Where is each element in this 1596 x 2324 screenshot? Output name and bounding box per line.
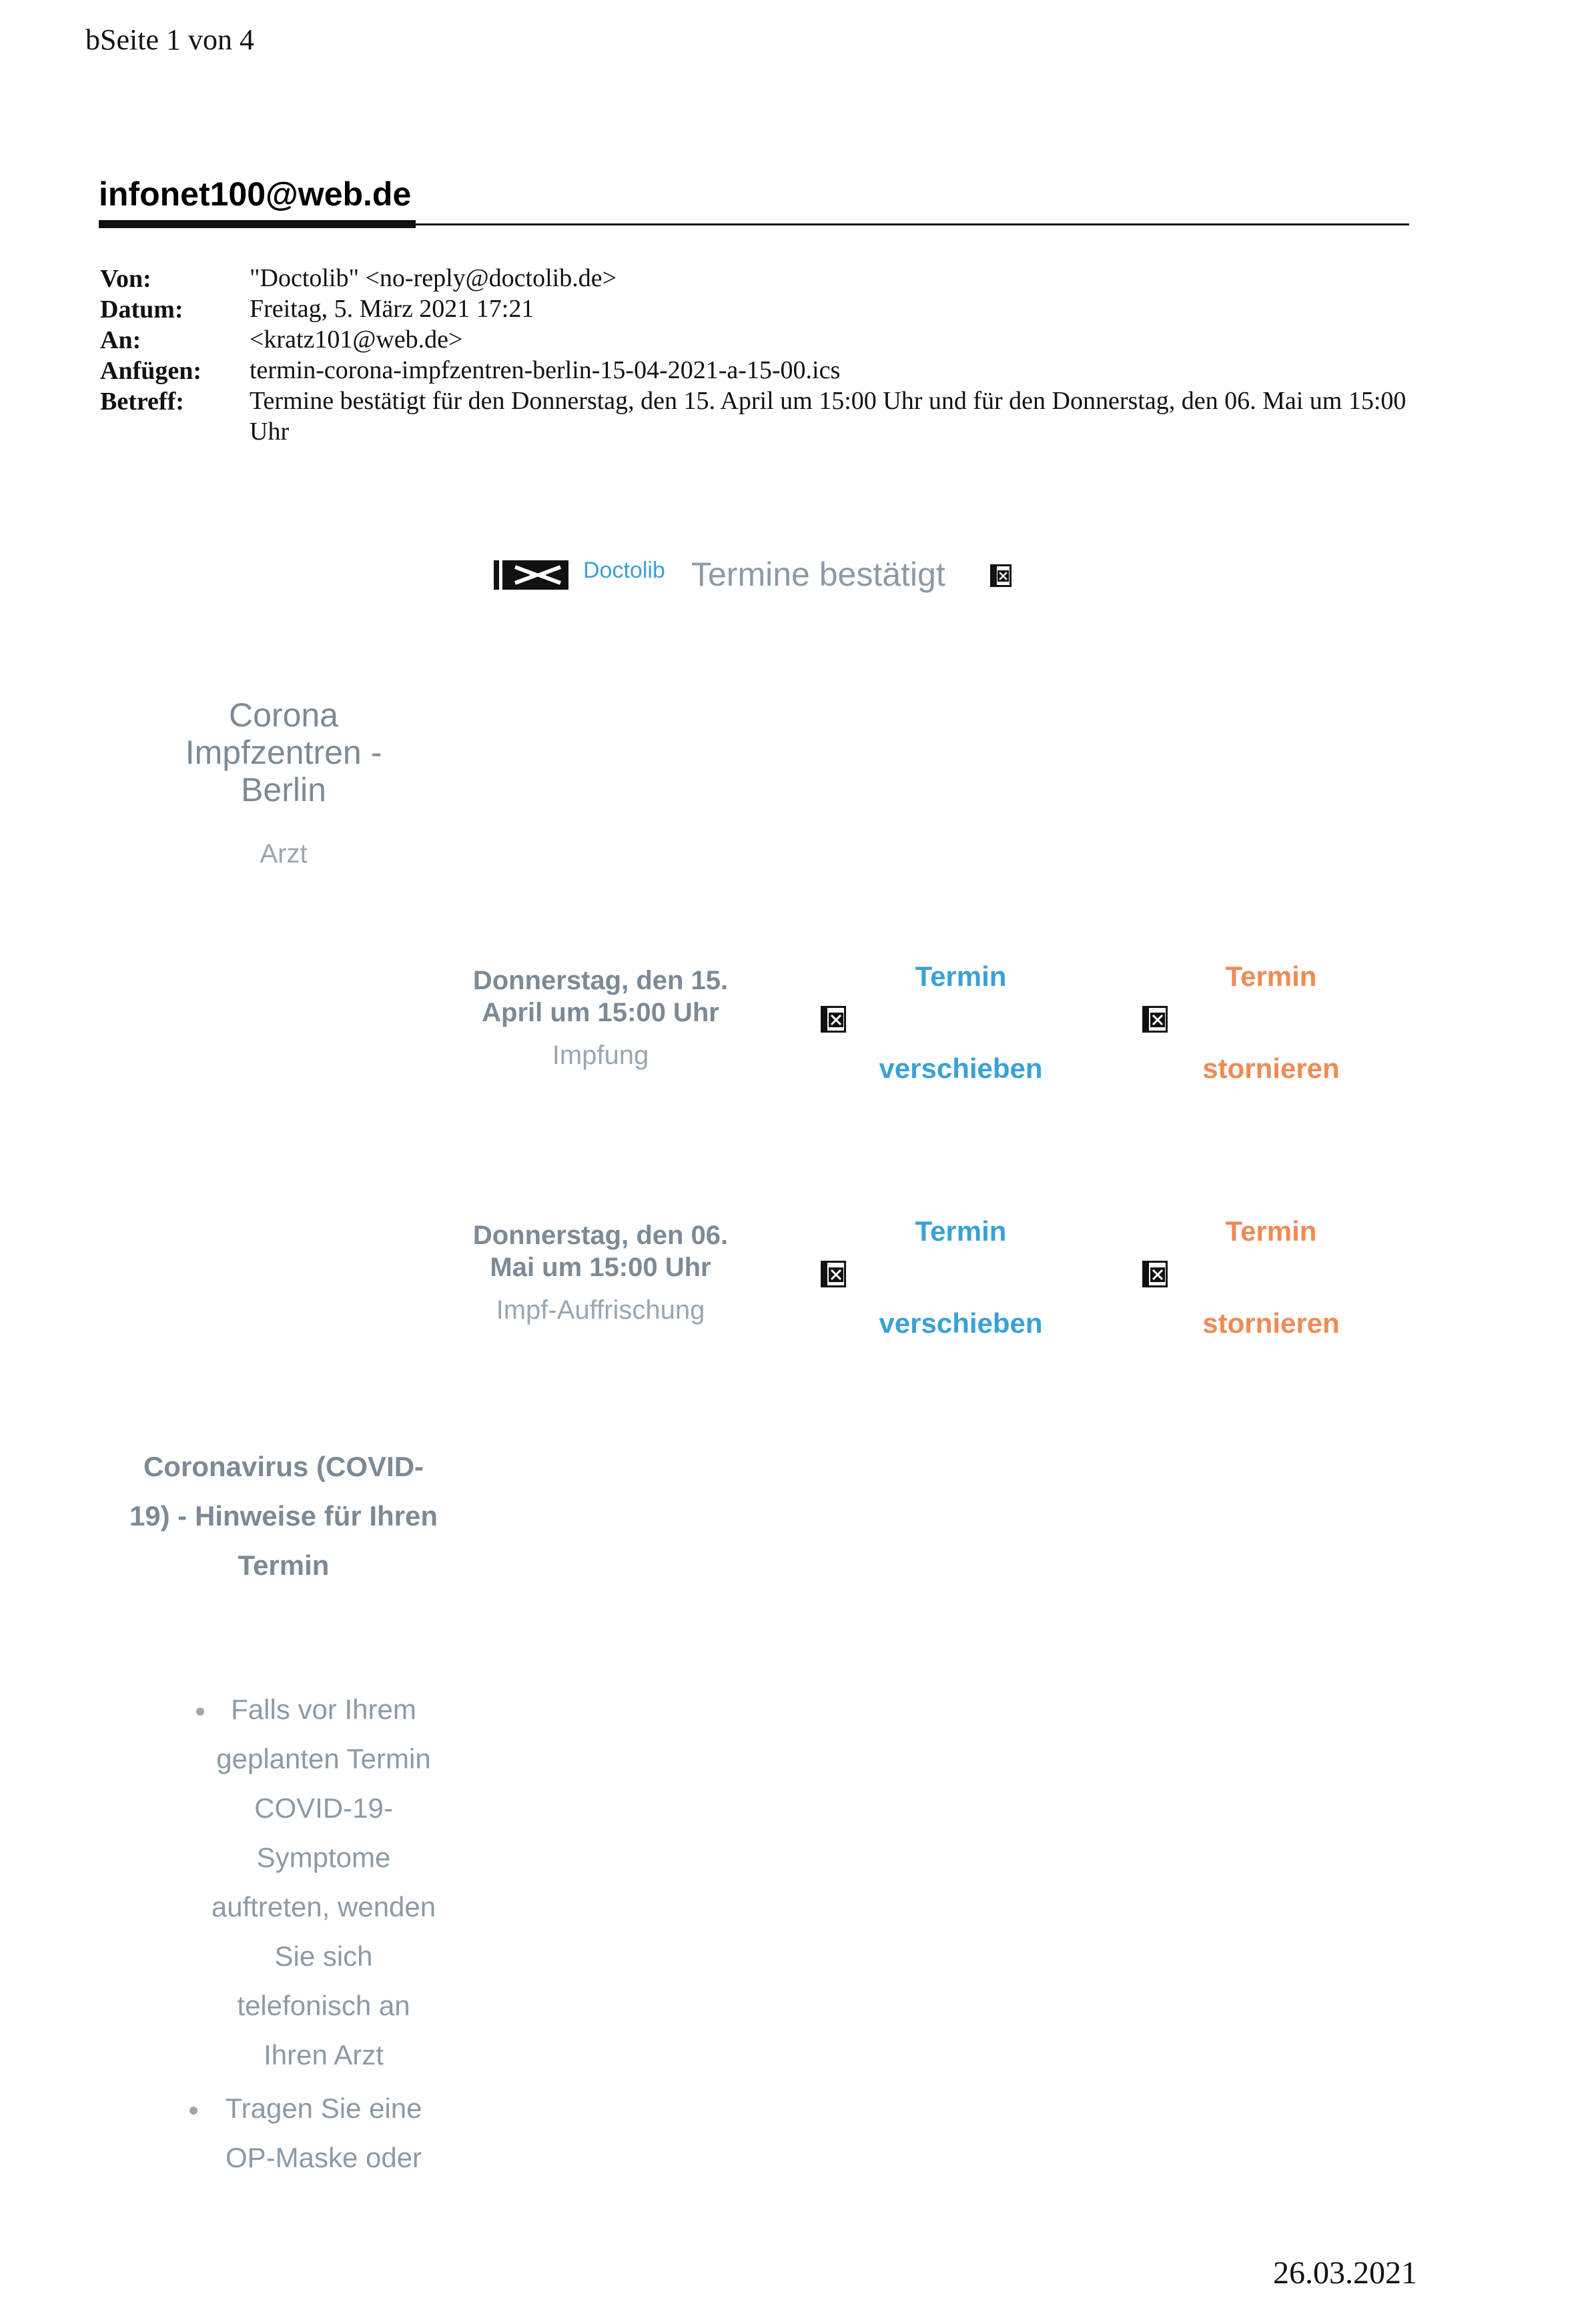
header-value-to: <kratz101@web.de> [250, 326, 463, 354]
header-label-date: Datum: [100, 296, 183, 324]
reschedule-link-bottom[interactable]: verschieben [879, 1307, 1043, 1339]
email-heading: Termine bestätigt [691, 556, 945, 593]
header-value-subject: Termine bestätigt für den Donnerstag, den 15. April um 15:00 Uhr und für den Donnerstag, den 06. Mai um 15:00 Uhr [250, 387, 1407, 446]
header-rule [99, 223, 1409, 225]
header-label-to: An: [100, 326, 141, 354]
broken-image-icon [821, 1006, 846, 1033]
appointment-date: Donnerstag, den 06. Mai um 15:00 Uhr [472, 1221, 729, 1282]
practice-role: Arzt [260, 839, 308, 868]
page-number-header: bSeite 1 von 4 [85, 23, 254, 56]
header-value-date: Freitag, 5. März 2021 17:21 [250, 295, 534, 323]
bullet-dot [196, 1708, 204, 1716]
header-label-subject: Betreff: [100, 388, 184, 416]
doctolib-logo-image [494, 560, 568, 590]
broken-image-icon [1142, 1261, 1168, 1287]
broken-image-icon [510, 562, 566, 588]
header-value-attachment[interactable]: termin-corona-impfzentren-berlin-15-04-2021-a-15-00.ics [250, 356, 841, 384]
account-title: infonet100@web.de [99, 175, 412, 213]
cancel-link-bottom[interactable]: stornieren [1202, 1053, 1340, 1084]
broken-image-icon [990, 564, 1012, 587]
bullet-item: Falls vor Ihrem geplanten Termin COVID-19-Symptome auftreten, wenden Sie sich telefonisch an Ihren Arzt [211, 1694, 436, 2071]
bullet-item: Tragen Sie eine OP-Maske oder [225, 2093, 422, 2173]
header-label-attachment: Anfügen: [100, 357, 202, 385]
cancel-link-top[interactable]: Termin [1225, 961, 1317, 992]
broken-image-icon [1142, 1006, 1168, 1033]
cancel-link-bottom[interactable]: stornieren [1202, 1307, 1340, 1339]
reschedule-link-top[interactable]: Termin [915, 1215, 1007, 1247]
broken-image-icon [821, 1261, 846, 1287]
appointment-type: Impf-Auffrischung [496, 1295, 705, 1325]
header-value-from: "Doctolib" <no-reply@doctolib.de> [250, 264, 617, 292]
cancel-link-top[interactable]: Termin [1225, 1215, 1317, 1247]
practice-name: Corona Impfzentren - Berlin [185, 696, 382, 808]
doctolib-logo-link[interactable]: Doctolib [583, 558, 665, 583]
appointment-type: Impfung [552, 1041, 649, 1070]
appointment-date: Donnerstag, den 15. April um 15:00 Uhr [472, 966, 729, 1027]
bullet-dot [189, 2107, 197, 2115]
reschedule-link-bottom[interactable]: verschieben [879, 1053, 1043, 1084]
covid-notes-title: Coronavirus (COVID-19) - Hinweise für Ihren Termin [129, 1451, 438, 1581]
header-label-from: Von: [100, 265, 151, 293]
reschedule-link-top[interactable]: Termin [915, 961, 1007, 992]
print-date: 26.03.2021 [1273, 2255, 1417, 2291]
